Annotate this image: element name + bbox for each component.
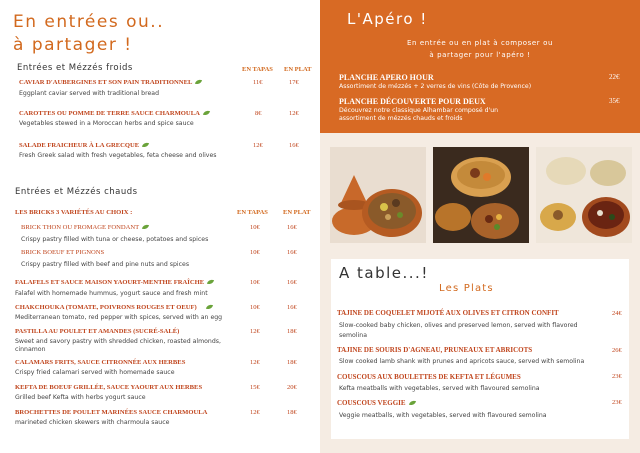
plats-subtitle: Les Plats (439, 283, 494, 294)
hot-item-tapas-price: 12€ (250, 328, 260, 335)
plat-item-desc: Veggie meatballs, with vegetables, served with flavoured semolina (339, 412, 547, 419)
food-photo-couscous (433, 147, 529, 243)
plat-item-desc: Slow cooked lamb shank with prunes and apricots sauce, served with semolina (339, 358, 585, 365)
hot-item-desc-cont: cinnamon (15, 346, 46, 353)
plat-item-price: 24€ (612, 310, 622, 317)
leaf-icon (202, 110, 211, 116)
plat-item-desc: Kefta meatballs with vegetables, served with flavoured semolina (339, 385, 540, 392)
plat-item-price: 23€ (612, 399, 622, 406)
hot-item-plat-price: 16€ (287, 304, 297, 311)
hot-item-desc: Falafel with homemade hummus, yogurt sauce and fresh mint (15, 290, 208, 297)
hot-item-tapas-price: 12€ (250, 359, 260, 366)
brick-item-tapas-price: 10€ (250, 224, 260, 231)
hot-item-desc: Sweet and savory pastry with shredded chicken, roasted almonds, (15, 338, 221, 345)
plat-item-desc: Slow-cooked baby chicken, olives and preserved lemon, served with flavored (339, 322, 578, 329)
apero-item-price: 35€ (609, 97, 620, 105)
hot-col-plat: EN PLAT (283, 209, 311, 216)
plat-item-name: COUSCOUS VEGGIE (337, 399, 417, 407)
hot-item-name: KEFTA DE BOEUF GRILLÉE, SAUCE YAOURT AUX HERBES (15, 384, 203, 391)
cold-item-name: CAVIAR D'AUBERGINES ET SON PAIN TRADITIONNEL (19, 79, 203, 86)
hot-item-tapas-price: 10€ (250, 279, 260, 286)
food-photo-mezze (536, 147, 632, 243)
hot-item-desc: Grilled beef Kefta with herbs yogurt sauce (15, 394, 146, 401)
cold-item-plat-price: 16€ (289, 142, 299, 149)
hot-item-name: FALAFELS ET SAUCE MAISON YAOURT-MENTHE FRAÎCHE (15, 279, 215, 286)
apero-item-desc-cont: assortiment de mézzés chauds et froids (339, 115, 463, 122)
cold-item-name: CAROTTES OU POMME DE TERRE SAUCE CHARMOULA (19, 110, 211, 117)
hot-item-plat-price: 18€ (287, 328, 297, 335)
cold-section-title: Entrées et Mézzés froids (17, 63, 133, 73)
brick-item-tapas-price: 10€ (250, 249, 260, 256)
bricks-title: LES BRICKS 3 VARIÉTÉS AU CHOIX : (15, 209, 133, 216)
apero-item-price: 22€ (609, 73, 620, 81)
hot-item-tapas-price: 12€ (250, 409, 260, 416)
leaf-icon (408, 400, 417, 406)
plats-panel (331, 259, 629, 439)
cold-item-tapas-price: 8€ (255, 110, 262, 117)
brick-item-desc: Crispy pastry filled with tuna or cheese, potatoes and spices (21, 236, 209, 243)
plat-item-name: TAJINE DE SOURIS D'AGNEAU, PRUNEAUX ET ABRICOTS (337, 346, 533, 354)
plat-item-name: TAJINE DE COQUELET MIJOTÉ AUX OLIVES ET CITRON CONFIT (337, 309, 559, 317)
cold-item-desc: Fresh Greek salad with fresh vegetables, feta cheese and olives (19, 152, 217, 159)
plat-item-price: 23€ (612, 373, 622, 380)
heading-line-1: En entrées ou.. (13, 12, 165, 32)
cold-col-tapas: EN TAPAS (242, 66, 273, 73)
brick-item-name: BRICK BOEUF ET PIGNONS (21, 249, 105, 256)
cold-item-plat-price: 12€ (289, 110, 299, 117)
leaf-icon (141, 142, 150, 148)
hot-item-tapas-price: 15€ (250, 384, 260, 391)
hot-item-desc: Mediterranean tomato, red pepper with spices, served with an egg (15, 314, 223, 321)
cold-item-desc: Vegetables stewed in a Moroccan herbs and spice sauce (19, 120, 194, 127)
apero-subtitle-2: à partager pour l'apéro ! (429, 51, 531, 59)
plat-item-price: 26€ (612, 347, 622, 354)
cold-item-plat-price: 17€ (289, 79, 299, 86)
hot-item-plat-price: 18€ (287, 409, 297, 416)
hot-item-desc: Crispy fried calamari served with homemade sauce (15, 369, 175, 376)
hot-item-name: PASTILLA AU POULET ET AMANDES (SUCRÉ-SALÉ) (15, 328, 180, 335)
brick-item-desc: Crispy pastry filled with beef and pine nuts and spices (21, 261, 190, 268)
leaf-icon (206, 279, 215, 285)
brick-item-plat-price: 16€ (287, 224, 297, 231)
leaf-icon (194, 79, 203, 85)
apero-item-desc: Assortiment de mézzés + 2 verres de vins (Côte de Provence) (339, 83, 532, 90)
hot-item-plat-price: 20€ (287, 384, 297, 391)
food-photo-tajine (330, 147, 426, 243)
hot-item-desc: marineted chicken skewers with charmoula sauce (15, 419, 170, 426)
apero-item-desc: Découvrez notre classique Alhambar composé d'un (339, 107, 499, 114)
cold-item-name: SALADE FRAICHEUR À LA GRECQUE (19, 142, 150, 149)
hot-item-name: CALAMARS FRITS, SAUCE CITRONNÉE AUX HERBES (15, 359, 186, 366)
cold-item-tapas-price: 12€ (253, 142, 263, 149)
hot-item-tapas-price: 10€ (250, 304, 260, 311)
cold-item-desc: Eggplant caviar served with traditional bread (19, 90, 160, 97)
apero-subtitle-1: En entrée ou en plat à composer ou (406, 39, 554, 47)
cold-item-tapas-price: 11€ (253, 79, 263, 86)
leaf-icon (141, 224, 150, 230)
plat-item-name: COUSCOUS AUX BOULETTES DE KEFTA ET LÉGUMES (337, 373, 521, 381)
hot-item-name: BROCHETTES DE POULET MARINÉES SAUCE CHARMOULA (15, 409, 208, 416)
brick-item-plat-price: 16€ (287, 249, 297, 256)
table-title: A table...! (339, 264, 429, 282)
hot-item-plat-price: 16€ (287, 279, 297, 286)
cold-col-plat: EN PLAT (284, 66, 312, 73)
hot-col-tapas: EN TAPAS (237, 209, 268, 216)
brick-item-name: BRICK THON OU FROMAGE FONDANT (21, 224, 150, 231)
heading-line-2: à partager ! (13, 35, 133, 55)
leaf-icon (205, 304, 214, 310)
apero-item-name: PLANCHE APERO HOUR (339, 73, 434, 82)
apero-item-name: PLANCHE DÉCOUVERTE POUR DEUX (339, 97, 486, 106)
hot-item-name: CHAKCHOUKA (TOMATE, POIVRONS ROUGES ET OEUF) (15, 304, 214, 311)
apero-title: L'Apéro ! (347, 10, 428, 28)
plat-item-desc-cont: semolina (339, 332, 367, 339)
hot-item-plat-price: 18€ (287, 359, 297, 366)
hot-section-title: Entrées et Mézzés chauds (15, 187, 138, 197)
apero-panel (320, 0, 640, 133)
